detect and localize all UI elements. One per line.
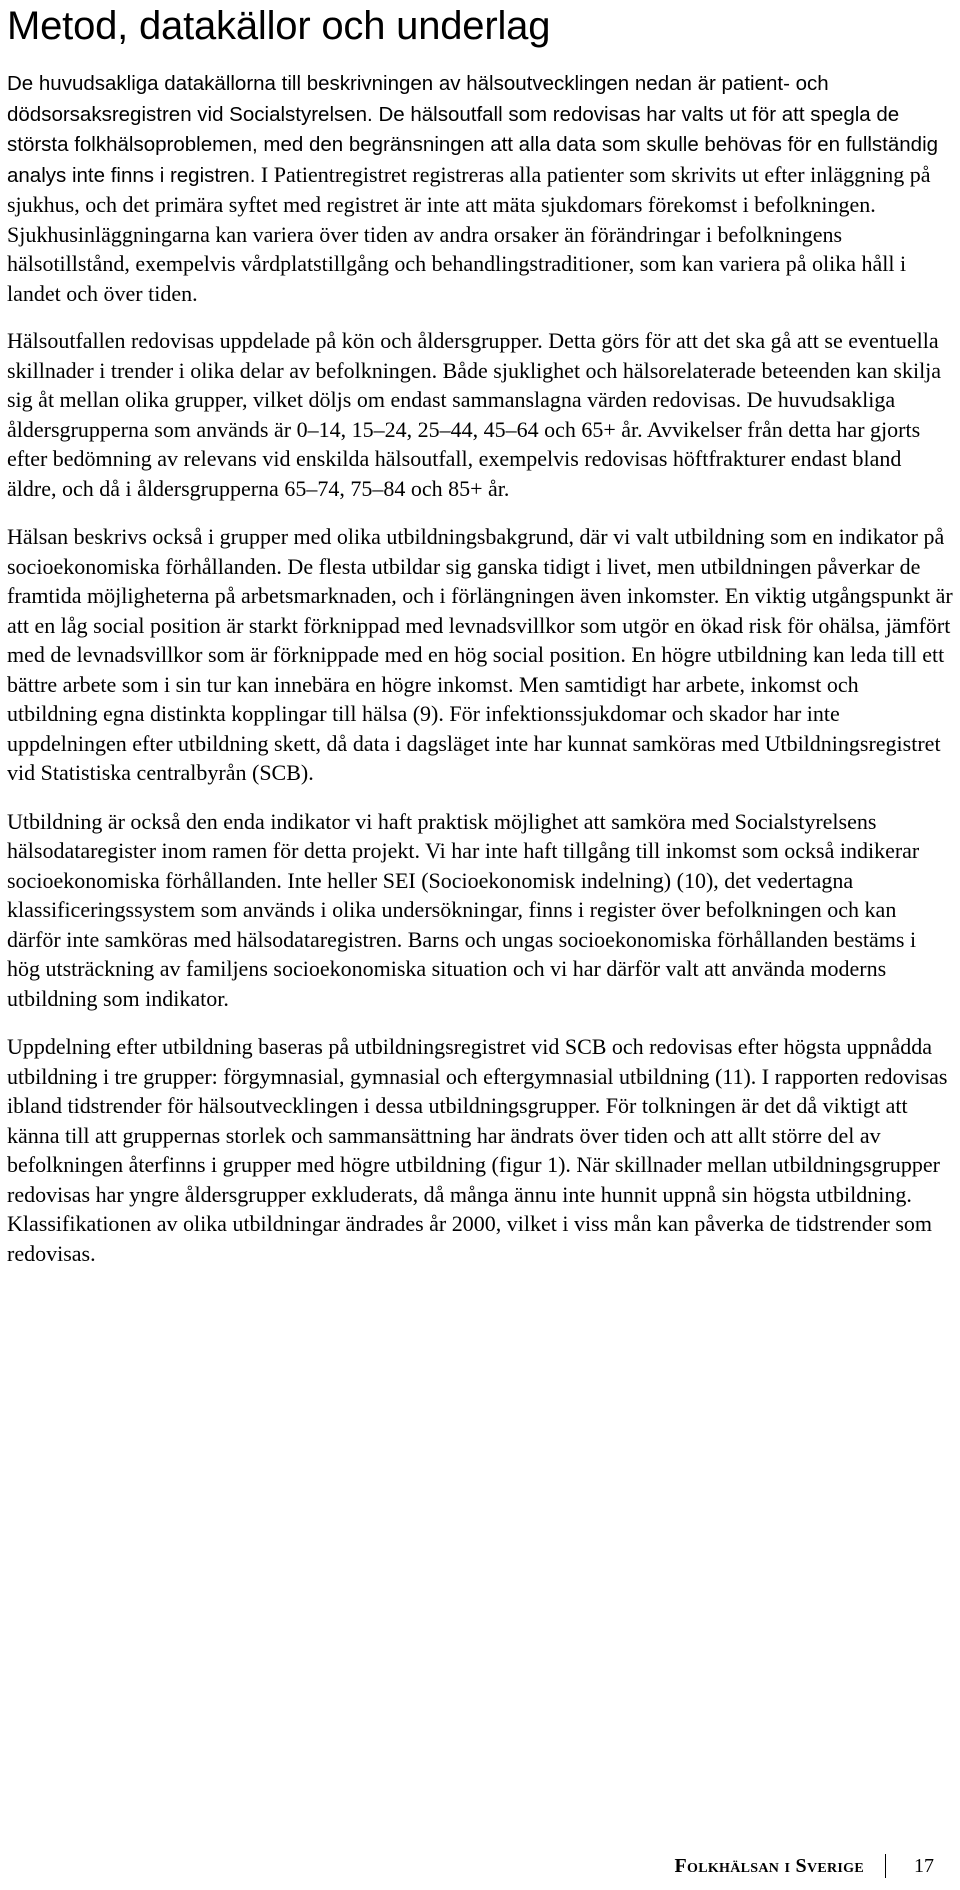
paragraph-data-sources	[7, 68, 953, 308]
footer-publication-title: Folkhälsan i Sverige	[674, 1855, 864, 1877]
paragraph-data-sources-body: I Patientregistret registreras alla patienter som skrivits ut efter inläggning på sjukhus, och det primära syftet med registret är inte att mäta sjukdomars förekomst i befolkningen. Sjukhusinläggningarna kan variera över tiden av andra orsaker än förändringar i befolkningens hälsotillstånd, exempelvis vårdplatstillgång och behandlingstraditioner, som kan variera på olika håll i landet och över tiden.	[7, 161, 931, 306]
paragraph-data-sources-intro: De huvudsakliga datakällorna till beskrivningen av hälsoutvecklingen nedan är patient- och dödsorsaksregistren vid Socialstyrelsen. De hälsoutfall som redovisas har valts ut för att spegla de största folkhälsoproblemen, med den begränsningen att alla data som skulle behövas för en fullständig analys inte finns i registren.	[7, 72, 939, 187]
paragraph-education-background: Hälsan beskrivs också i grupper med olika utbildningsbakgrund, där vi valt utbildning som en indikator på socioekonomiska förhållanden. De flesta utbildar sig ganska tidigt i livet, men utbildningen påverkar de framtida möjligheterna på arbetsmarknaden, och i förlängningen även inkomster. En viktig utgångspunkt är att en låg social position är starkt förknippad med levnadsvillkor som utgör en ökad risk för ohälsa, jämfört med de levnadsvillkor som är förknippade med en hög social position. En högre utbildning kan leda till ett bättre arbete som i sin tur kan innebära en högre inkomst. Men samtidigt har arbete, inkomst och utbildning egna distinkta kopplingar till hälsa (9). För infektionssjukdomar och skador har inte uppdelningen efter utbildning skett, då data i dagsläget inte har kunnat samköras med Utbildningsregistret vid Statistiska centralbyrån (SCB).	[7, 524, 953, 785]
paragraph-education-groups: Uppdelning efter utbildning baseras på utbildningsregistret vid SCB och redovisas efter högsta uppnådda utbildning i tre grupper: förgymnasial, gymnasial och eftergymnasial utbildning (11). I rapporten redovisas ibland tidstrender för hälsoutvecklingen i dessa utbildningsgrupper. För tolkningen är det då viktigt att känna till att gruppernas storlek och sammansättning har ändrats över tiden och att allt större del av befolkningen återfinns i grupper med högre utbildning (figur 1). När skillnader mellan utbildningsgrupper redovisas har yngre åldersgrupper exkluderats, då många ännu inte hunnit uppnå sin högsta utbildning. Klassifikationen av olika utbildningar ändrades år 2000, vilket i viss mån kan påverka de tidstrender som redovisas.	[7, 1034, 948, 1266]
page-footer	[0, 1852, 946, 1880]
paragraph-sex-age-groups: Hälsoutfallen redovisas uppdelade på kön och åldersgrupper. Detta görs för att det ska gå att se eventuella skillnader i trender i olika delar av befolkningen. Både sjuklighet och hälsorelaterade beteenden kan skilja sig åt mellan olika grupper, vilket döljs om endast sammanslagna värden redovisas. De huvudsakliga åldersgrupperna som används är 0–14, 15–24, 25–44, 45–64 och 65+ år. Avvikelser från detta har gjorts efter bedömning av relevans vid enskilda hälsoutfall, exempelvis redovisas höftfrakturer endast bland äldre, och då i åldersgrupperna 65–74, 75–84 och 85+ år.	[7, 328, 942, 501]
document-page	[7, 0, 953, 1268]
page-title: Metod, datakällor och underlag	[7, 4, 551, 48]
footer-divider	[885, 1854, 886, 1878]
footer-page-number: 17	[914, 1855, 934, 1877]
paragraph-education-indicator: Utbildning är också den enda indikator vi haft praktisk möjlighet att samköra med Socialstyrelsens hälsodataregister inom ramen för detta projekt. Vi har inte haft tillgång till inkomst som också indikerar socioekonomiska förhållanden. Inte heller SEI (Socioekonomisk indelning) (10), det vedertagna klassificeringssystem som används i olika undersökningar, finns i register över befolkningen och kan därför inte samköras med hälsodataregistren. Barns och ungas socioekonomiska förhållanden bestäms i hög utsträckning av familjens socioekonomiska situation och vi har därför valt att använda moderns utbildning som indikator.	[7, 808, 920, 1011]
